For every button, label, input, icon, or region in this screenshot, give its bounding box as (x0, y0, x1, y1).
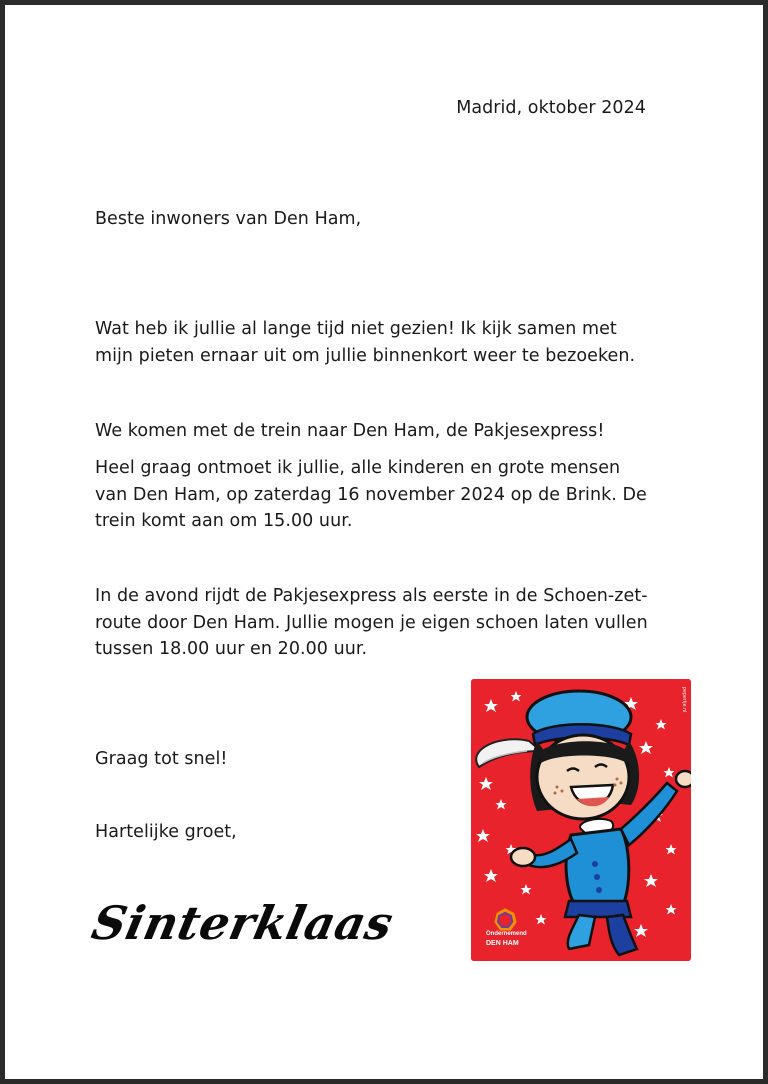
illustration-credit: pepertje.nl (681, 687, 687, 713)
paragraph-meeting: Heel graag ontmoet ik jullie, alle kinderen en grote mensen van Den Ham, op zaterdag 16 november 2024 op de Brink. De trein komt aan om 15.00 uur. (95, 458, 647, 531)
left-hand (511, 848, 535, 866)
signature: Sinterklaas (87, 896, 398, 950)
closing-see-you: Graag tot snel! (95, 749, 228, 769)
paragraph-evening-route: In de avond rijdt de Pakjesexpress als eerste in de Schoen-zet-route door Den Ham. Jullie mogen je eigen schoen laten vullen tussen 18.00 uur en 20.00 uur. (95, 586, 648, 659)
logo-line-1: Ondernemend (486, 931, 527, 937)
piet-illustration-card (471, 679, 691, 961)
right-hand (676, 771, 691, 787)
salutation: Beste inwoners van Den Ham, (95, 209, 362, 229)
logo-line-2: DEN HAM (486, 940, 519, 947)
date-line: Madrid, oktober 2024 (456, 98, 646, 118)
letter-page (5, 5, 763, 1079)
paragraph-train: We komen met de trein naar Den Ham, de Pakjesexpress! (95, 421, 605, 441)
ondernemend-den-ham-logo (486, 930, 527, 948)
outfit-body (566, 829, 629, 905)
closing-regards: Hartelijke groet, (95, 822, 237, 842)
piet-illustration (471, 679, 691, 961)
paragraph-visit: Wat heb ik jullie al lange tijd niet gezien! Ik kijk samen met mijn pieten ernaar uit om jullie binnenkort weer te bezoeken. (95, 319, 636, 366)
